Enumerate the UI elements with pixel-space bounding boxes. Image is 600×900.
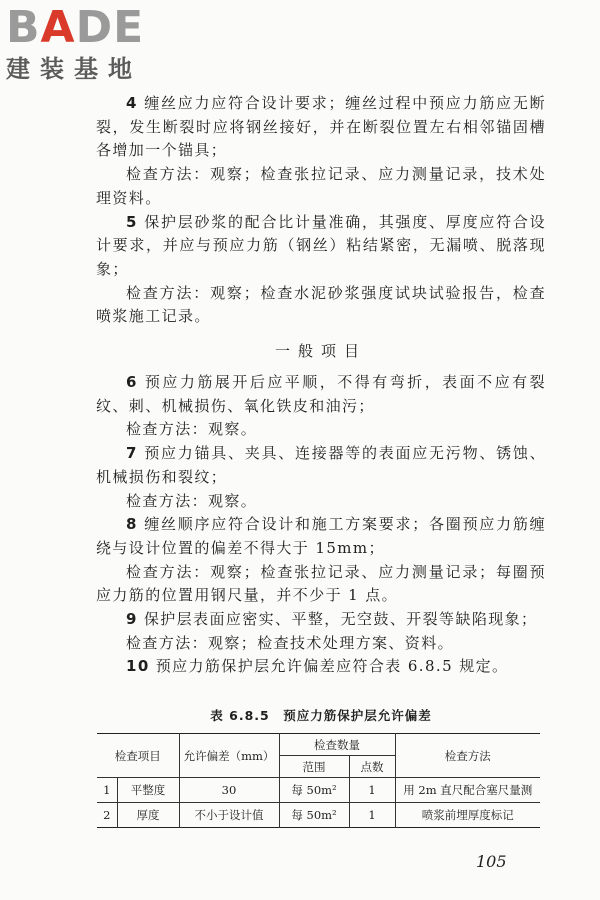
row-item: 厚度 (117, 803, 179, 828)
row-deviation: 30 (179, 778, 279, 803)
row-range: 每 50m² (279, 803, 349, 828)
clause-10: 10 预应力筋保护层允许偏差应符合表 6.8.5 规定。 (126, 657, 509, 676)
row-number: 2 (97, 803, 117, 828)
clause-6: 6 预应力筋展开后应平顺，不得有弯折，表面不应有裂纹、刺、机械损伤、氧化铁皮和油污； (96, 373, 546, 415)
table-row (97, 803, 540, 828)
table-row (97, 778, 540, 803)
page-number: 105 (476, 852, 507, 871)
logo-wordmark: BADE (6, 2, 145, 53)
clause-4: 4 缠丝应力应符合设计要求；缠丝过程中预应力筋应无断裂，发生断裂时应将钢丝接好，并在断裂位置左右相邻锚固槽各增加一个锚具； (96, 94, 546, 160)
row-number: 1 (97, 778, 117, 803)
header-quantity: 检查数量 (279, 734, 395, 756)
header-points: 点数 (349, 756, 395, 778)
header-deviation: 允许偏差（mm） (179, 734, 279, 778)
clause-7-check-method: 检查方法：观察。 (126, 491, 258, 510)
brand-logo (6, 4, 176, 84)
row-method: 用 2m 直尺配合塞尺量测 (395, 778, 540, 803)
clause-8-check-method: 检查方法：观察；检查张拉记录、应力测量记录；每圈预应力筋的位置用钢尺量，并不少于 1 点。 (96, 562, 546, 605)
clause-4-check-method: 检查方法：观察；检查张拉记录、应力测量记录，技术处理资料。 (96, 165, 546, 207)
logo-subtitle: 建装基地 (6, 55, 142, 83)
row-deviation: 不小于设计值 (179, 803, 279, 828)
table-caption: 表 6.8.5 预应力筋保护层允许偏差 (210, 708, 432, 723)
clause-5: 5 保护层砂浆的配合比计量准确，其强度、厚度应符合设计要求，并应与预应力筋（钢丝）粘结紧密，无漏喷、脱落现象； (96, 212, 546, 278)
row-range: 每 50m² (279, 778, 349, 803)
clause-8: 8 缠丝顺序应符合设计和施工方案要求；各圈预应力筋缠绕与设计位置的偏差不得大于 15mm； (96, 515, 546, 557)
clause-9: 9 保护层表面应密实、平整，无空鼓、开裂等缺陷现象； (126, 610, 538, 629)
clause-5-check-method: 检查方法：观察；检查水泥砂浆强度试块试验报告，检查喷浆施工记录。 (96, 283, 546, 326)
clause-9-check-method: 检查方法：观察；检查技术处理方案、资料。 (126, 633, 455, 652)
document-body (96, 92, 546, 679)
tolerance-table (97, 733, 540, 828)
clause-6-check-method: 检查方法：观察。 (126, 420, 258, 439)
header-item: 检查项目 (97, 734, 179, 778)
header-range: 范围 (279, 756, 349, 778)
clause-7: 7 预应力锚具、夹具、连接器等的表面应无污物、锈蚀、机械损伤和裂纹； (96, 444, 546, 486)
row-item: 平整度 (117, 778, 179, 803)
row-points: 1 (349, 778, 395, 803)
section-title: 一般项目 (274, 342, 367, 361)
header-method: 检查方法 (395, 734, 540, 778)
row-method: 喷浆前埋厚度标记 (395, 803, 540, 828)
row-points: 1 (349, 803, 395, 828)
